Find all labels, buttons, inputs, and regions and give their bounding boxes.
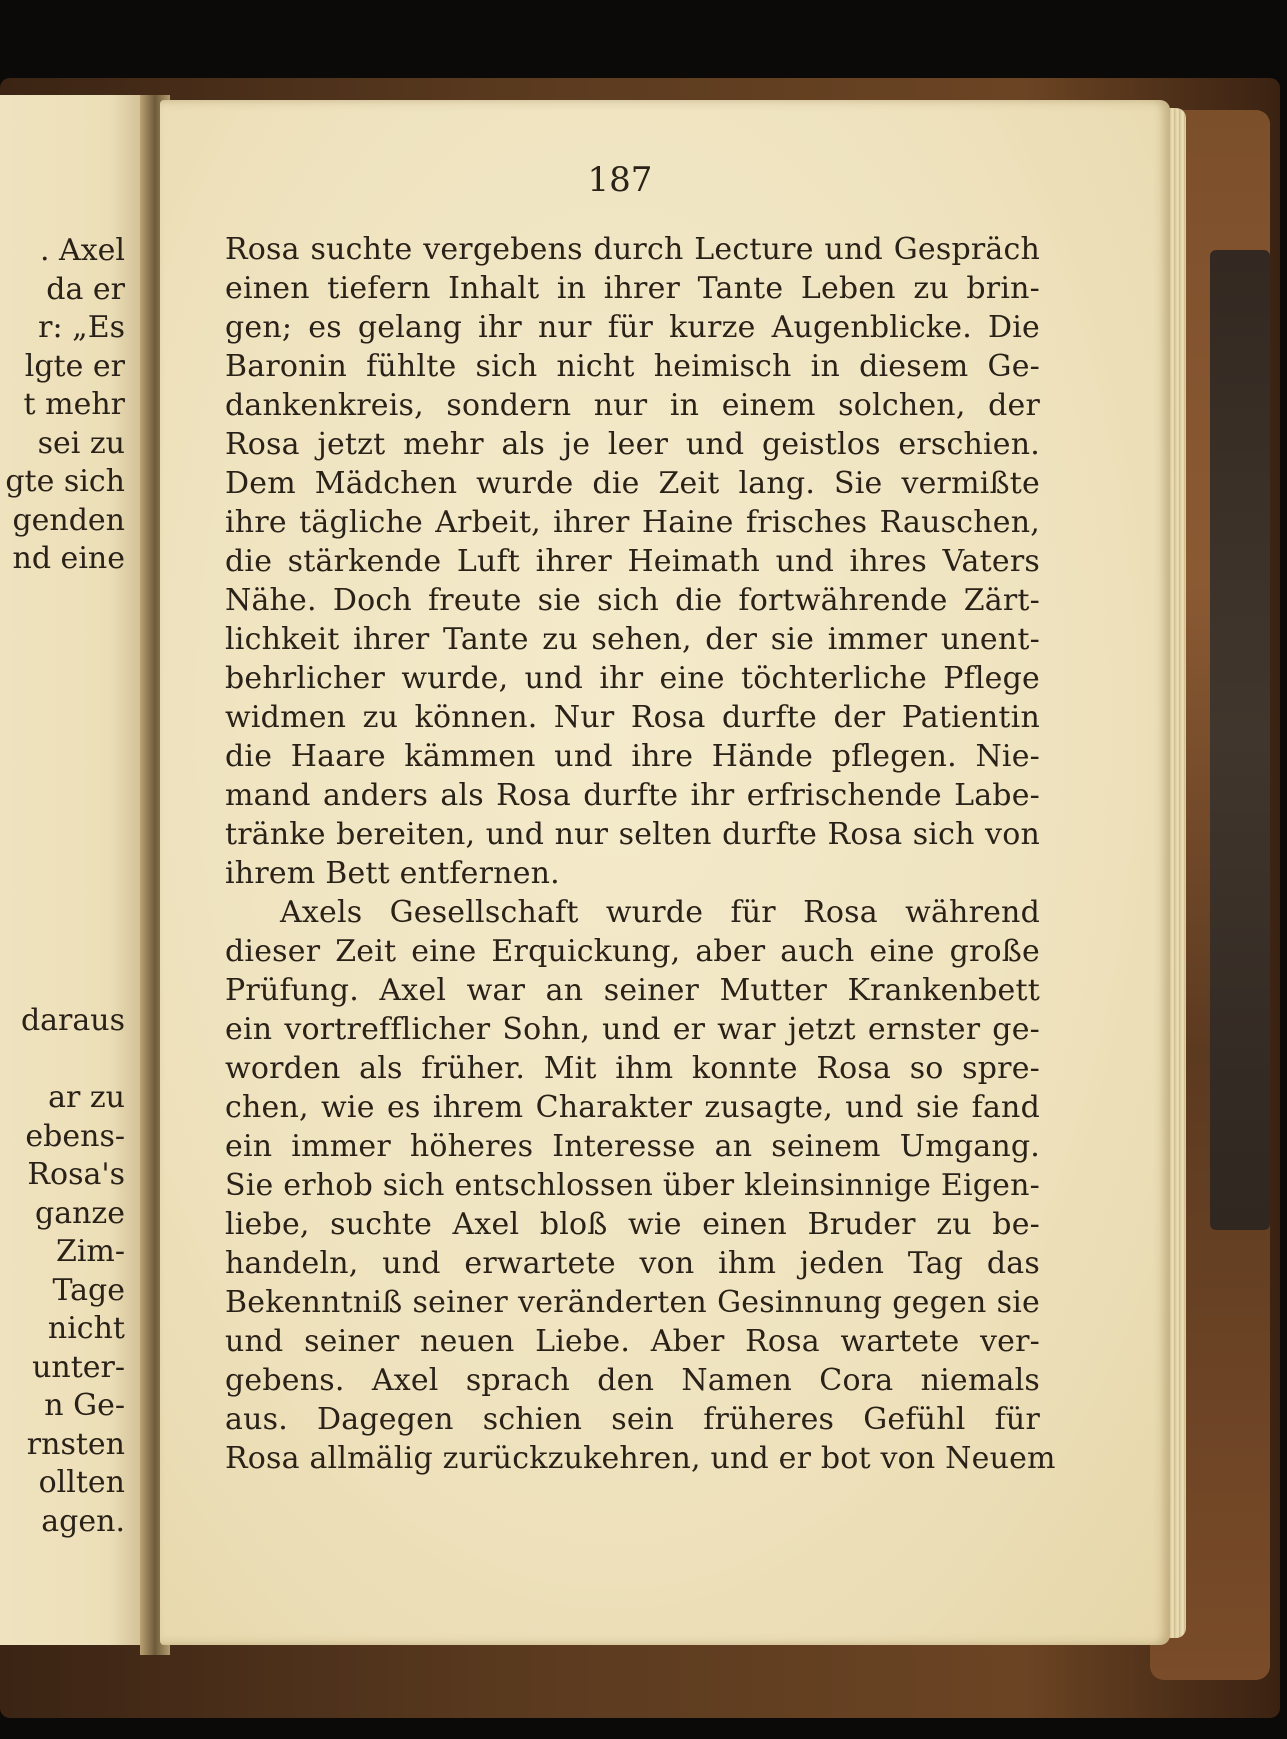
text-line: behrlicher wurde, und ihr eine töchterliche Pflege bbox=[225, 661, 1040, 696]
text-line: ein vortrefflicher Sohn, und er war jetzt ernster ge- bbox=[225, 1012, 1040, 1047]
text-line: chen, wie es ihrem Charakter zusagte, und sie fand bbox=[225, 1090, 1040, 1125]
left-page-line bbox=[0, 771, 125, 810]
left-page-line: r: „Es bbox=[38, 310, 125, 345]
left-page-line: . Axel bbox=[39, 233, 125, 268]
left-page-line: ollten bbox=[38, 1465, 125, 1500]
left-page-line: ganze bbox=[35, 1195, 125, 1231]
text-line: und seiner neuen Liebe. Aber Rosa wartete ver- bbox=[225, 1324, 1040, 1359]
left-page-line bbox=[0, 733, 125, 772]
left-page-line: nd eine bbox=[12, 541, 125, 576]
left-page-line: unter- bbox=[32, 1349, 125, 1385]
left-page-line: gte sich bbox=[5, 464, 125, 499]
text-line: tränke bereiten, und nur selten durfte Rosa sich von bbox=[225, 817, 1040, 852]
left-page-line: agen. bbox=[41, 1503, 125, 1539]
text-line: die Haare kämmen und ihre Hände pflegen. Nie- bbox=[225, 739, 1040, 774]
text-line: aus. Dagegen schien sein früheres Gefühl für bbox=[225, 1402, 1040, 1437]
left-page-line bbox=[0, 656, 125, 695]
left-page-line: da er bbox=[46, 271, 125, 307]
text-line: lichkeit ihrer Tante zu sehen, der sie immer unent- bbox=[225, 622, 1040, 657]
text-line: ihre tägliche Arbeit, ihrer Haine frisches Rauschen, bbox=[225, 505, 1040, 540]
text-line: Dem Mädchen wurde die Zeit lang. Sie vermißte bbox=[225, 466, 1040, 501]
text-line: dieser Zeit eine Erquickung, aber auch eine große bbox=[225, 934, 1040, 969]
text-line: Baronin fühlte sich nicht heimisch in diesem Ge- bbox=[225, 349, 1040, 384]
body-text bbox=[225, 230, 1056, 1478]
text-line: liebe, suchte Axel bloß wie einen Bruder zu be- bbox=[225, 1207, 1040, 1242]
page-number: 187 bbox=[587, 160, 653, 200]
text-line: ein immer höheres Interesse an seinem Umgang. bbox=[225, 1129, 1040, 1164]
text-line: Rosa suchte vergebens durch Lecture und Gespräch bbox=[225, 232, 1040, 267]
left-page-line bbox=[0, 1041, 125, 1080]
left-page-line: rnsten bbox=[26, 1426, 125, 1462]
text-line: widmen zu können. Nur Rosa durfte der Patientin bbox=[225, 700, 1040, 735]
text-line: ihrem Bett entfernen. bbox=[225, 856, 560, 891]
left-page-line: daraus bbox=[20, 1003, 125, 1038]
text-line: Sie erhob sich entschlossen über kleinsinnige Eigen- bbox=[225, 1168, 1040, 1203]
text-line: gen; es gelang ihr nur für kurze Augenblicke. Die bbox=[225, 310, 1040, 345]
left-page-line bbox=[0, 579, 125, 618]
left-page-line: Zim- bbox=[55, 1234, 125, 1269]
text-line: handeln, und erwartete von ihm jeden Tag das bbox=[225, 1246, 1040, 1281]
left-page-line: Tage bbox=[52, 1272, 125, 1308]
text-line: mand anders als Rosa durfte ihr erfrischende Labe- bbox=[225, 778, 1040, 813]
text-line: einen tiefern Inhalt in ihrer Tante Leben zu brin- bbox=[225, 271, 1040, 306]
cover-leather-strip bbox=[1210, 250, 1270, 1230]
left-page-line: Rosa's bbox=[27, 1157, 125, 1192]
left-page-line: ar zu bbox=[48, 1080, 125, 1115]
text-line: Rosa jetzt mehr als je leer und geistlos erschien. bbox=[225, 427, 1040, 462]
left-page-line bbox=[0, 694, 125, 733]
left-page-line bbox=[0, 810, 125, 849]
left-page-text bbox=[0, 232, 125, 1541]
left-page-line: t mehr bbox=[23, 387, 125, 422]
text-line: dankenkreis, sondern nur in einem solchen, der bbox=[225, 388, 1040, 423]
text-line: Prüfung. Axel war an seiner Mutter Krankenbett bbox=[225, 973, 1040, 1008]
text-line: Axels Gesellschaft wurde für Rosa während bbox=[280, 895, 1040, 930]
left-page-line: n Ge- bbox=[44, 1388, 125, 1423]
left-page-line: nicht bbox=[47, 1311, 125, 1346]
left-page-line: sei zu bbox=[37, 425, 125, 461]
left-page-line bbox=[0, 617, 125, 656]
text-line: Rosa allmälig zurückzukehren, und er bot von Neuem bbox=[225, 1441, 1056, 1476]
left-page-line bbox=[0, 848, 125, 887]
text-line: die stärkende Luft ihrer Heimath und ihres Vaters bbox=[225, 544, 1040, 579]
text-line: gebens. Axel sprach den Namen Cora niemals bbox=[225, 1363, 1040, 1398]
left-page-line: genden bbox=[12, 502, 125, 538]
left-page-line: lgte er bbox=[24, 348, 125, 384]
text-line: worden als früher. Mit ihm konnte Rosa so spre- bbox=[225, 1051, 1040, 1086]
text-line: Nähe. Doch freute sie sich die fortwährende Zärt- bbox=[225, 583, 1040, 618]
left-page-line bbox=[0, 925, 125, 964]
text-line: Bekenntniß seiner veränderten Gesinnung gegen sie bbox=[225, 1285, 1040, 1320]
left-page-line bbox=[0, 964, 125, 1003]
left-page-line bbox=[0, 887, 125, 926]
left-page-line: ebens- bbox=[25, 1118, 125, 1154]
